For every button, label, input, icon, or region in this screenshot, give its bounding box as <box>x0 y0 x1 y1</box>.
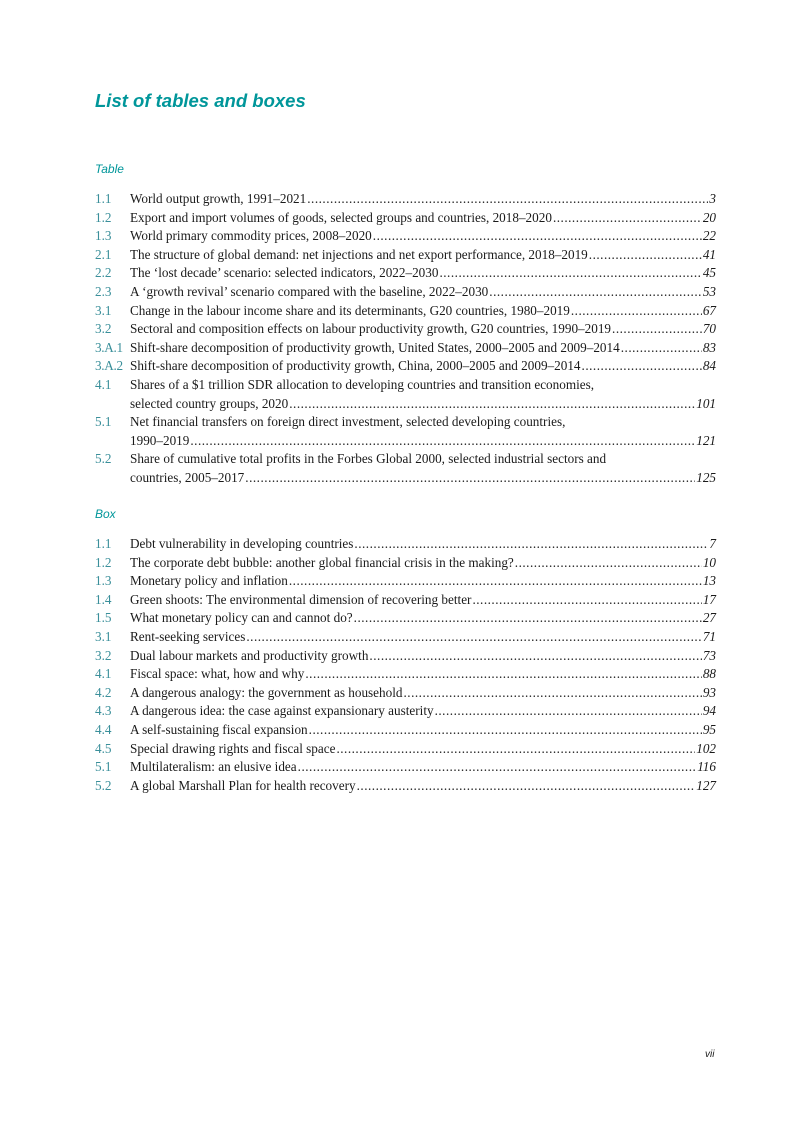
table-entry-number: 3.A.2 <box>95 358 123 374</box>
box-entry-title: A dangerous analogy: the government as household <box>130 684 403 700</box>
dot-leader <box>612 320 702 339</box>
table-entry-number: 5.1 <box>95 414 112 430</box>
box-entries <box>95 535 716 795</box>
table-entry-title: A ‘growth revival’ scenario compared with the baseline, 2022–2030 <box>130 283 489 299</box>
box-entry-number: 5.2 <box>95 777 112 793</box>
box-entry[interactable] <box>95 591 716 610</box>
box-entry-page: 13 <box>702 573 716 589</box>
table-entry-title: Net financial transfers on foreign direct investment, selected developing countries, <box>130 414 566 430</box>
box-entry-title: Monetary policy and inflation <box>130 573 288 589</box>
box-entry-number: 1.1 <box>95 536 112 551</box>
box-entry[interactable] <box>95 684 716 703</box>
box-entry-title: What monetary policy can and cannot do? <box>130 610 353 626</box>
table-entry[interactable] <box>95 376 716 413</box>
table-entry-page: 53 <box>702 283 716 299</box>
table-entry-number: 3.2 <box>95 321 112 337</box>
box-entry-number: 1.2 <box>95 554 112 570</box>
table-entry-title: selected country groups, 2020 <box>130 395 289 411</box>
table-entry-number: 1.3 <box>95 228 112 244</box>
table-entry-number: 1.2 <box>95 209 112 225</box>
table-entry-title: Shares of a $1 trillion SDR allocation to developing countries and transition economies, <box>130 376 595 392</box>
box-entry-number: 1.3 <box>95 573 112 589</box>
dot-leader <box>245 469 695 488</box>
box-entry[interactable] <box>95 535 716 554</box>
table-entry-number: 2.1 <box>95 246 112 262</box>
dot-leader <box>515 554 702 573</box>
box-entry-number: 4.2 <box>95 684 112 700</box>
page-title: List of tables and boxes <box>95 90 306 111</box>
dot-leader <box>354 609 702 628</box>
table-entry[interactable] <box>95 357 716 376</box>
box-entry-page: 127 <box>696 777 716 793</box>
table-entry[interactable] <box>95 302 716 321</box>
table-entry-number: 2.3 <box>95 283 112 299</box>
box-entry-title: Fiscal space: what, how and why <box>130 666 305 682</box>
box-entry-title: Multilateralism: an elusive idea <box>130 759 297 775</box>
box-entry[interactable] <box>95 628 716 647</box>
box-section-label: Box <box>95 507 116 521</box>
table-entry-page: 22 <box>702 228 716 244</box>
dot-leader <box>354 535 708 554</box>
table-entry[interactable] <box>95 209 716 228</box>
dot-leader <box>489 283 702 302</box>
table-entry-title: Sectoral and composition effects on labour productivity growth, G20 countries, 1990–2019 <box>130 321 612 337</box>
table-entry-number: 4.1 <box>95 376 112 392</box>
table-entry-page: 125 <box>696 469 716 485</box>
table-entry-title: Share of cumulative total profits in the Forbes Global 2000, selected industrial sectors and <box>130 451 607 467</box>
dot-leader <box>190 432 695 451</box>
table-entry-title: Change in the labour income share and its determinants, G20 countries, 1980–2019 <box>130 302 570 318</box>
table-entry[interactable] <box>95 283 716 302</box>
box-entry-number: 4.3 <box>95 703 112 719</box>
box-entry[interactable] <box>95 609 716 628</box>
dot-leader <box>435 702 702 721</box>
box-entry-number: 4.5 <box>95 740 112 756</box>
box-entry-title: A global Marshall Plan for health recovery <box>130 777 356 793</box>
dot-leader <box>439 264 701 283</box>
table-entry-number: 3.1 <box>95 302 112 318</box>
box-entry-page: 73 <box>702 647 716 663</box>
box-entry-page: 93 <box>702 684 716 700</box>
box-entry[interactable] <box>95 647 716 666</box>
box-entry[interactable] <box>95 721 716 740</box>
dot-leader <box>307 190 708 209</box>
box-entry-page: 7 <box>709 536 716 551</box>
table-entry-page: 67 <box>702 302 716 318</box>
box-entry-page: 71 <box>702 628 716 644</box>
box-entry-title: Debt vulnerability in developing countries <box>130 536 354 551</box>
box-entry-number: 3.1 <box>95 628 112 644</box>
table-entry[interactable] <box>95 264 716 283</box>
table-entry[interactable] <box>95 413 716 450</box>
dot-leader <box>373 227 702 246</box>
dot-leader <box>621 339 702 358</box>
table-entry[interactable] <box>95 450 716 487</box>
table-entry-title: World primary commodity prices, 2008–2020 <box>130 228 372 244</box>
box-entry-title: Green shoots: The environmental dimension of recovering better <box>130 591 472 607</box>
box-entry[interactable] <box>95 702 716 721</box>
dot-leader <box>582 357 702 376</box>
box-entry-number: 1.5 <box>95 610 112 626</box>
box-entry[interactable] <box>95 758 716 777</box>
box-entry[interactable] <box>95 740 716 759</box>
dot-leader <box>553 209 702 228</box>
dot-leader <box>289 572 702 591</box>
box-entry-page: 10 <box>702 554 716 570</box>
page-number: vii <box>705 1049 715 1060</box>
box-entry-page: 27 <box>702 610 716 626</box>
table-entry-page: 121 <box>696 432 716 448</box>
table-entry-title: 1990–2019 <box>130 432 190 448</box>
table-entries <box>95 190 716 488</box>
box-entry-page: 94 <box>702 703 716 719</box>
table-entry-page: 45 <box>702 265 716 281</box>
table-entry-title: The ‘lost decade’ scenario: selected indicators, 2022–2030 <box>130 265 439 281</box>
table-entry[interactable] <box>95 190 716 209</box>
table-list-section <box>95 162 716 488</box>
dot-leader <box>298 758 697 777</box>
table-entry-title: countries, 2005–2017 <box>130 469 245 485</box>
box-entry[interactable] <box>95 777 716 796</box>
dot-leader <box>571 302 702 321</box>
table-entry-title: Shift-share decomposition of productivity growth, United States, 2000–2005 and 2009–2014 <box>130 339 620 355</box>
dot-leader <box>289 395 695 414</box>
table-entry[interactable] <box>95 320 716 339</box>
dot-leader <box>589 246 702 265</box>
box-entry-page: 88 <box>702 666 716 682</box>
box-entry-title: Dual labour markets and productivity growth <box>130 647 369 663</box>
table-entry-page: 70 <box>702 321 716 337</box>
table-entry-page: 83 <box>702 339 716 355</box>
table-entry[interactable] <box>95 227 716 246</box>
table-entry-page: 20 <box>702 209 716 225</box>
table-entry-number: 3.A.1 <box>95 339 123 355</box>
table-entry-number: 1.1 <box>95 191 112 206</box>
table-entry-title: Export and import volumes of goods, selected groups and countries, 2018–2020 <box>130 209 552 225</box>
box-entry-page: 95 <box>702 721 716 737</box>
box-entry-page: 17 <box>702 591 716 607</box>
dot-leader <box>403 684 701 703</box>
table-entry-title: The structure of global demand: net injections and net export performance, 2018–2019 <box>130 246 588 262</box>
box-entry[interactable] <box>95 572 716 591</box>
box-entry-title: A dangerous idea: the case against expansionary austerity <box>130 703 434 719</box>
table-entry[interactable] <box>95 246 716 265</box>
table-entry-page: 41 <box>702 246 716 262</box>
table-section-label: Table <box>95 162 124 176</box>
dot-leader <box>246 628 701 647</box>
table-entry-number: 2.2 <box>95 265 112 281</box>
box-entry[interactable] <box>95 665 716 684</box>
box-entry-number: 4.1 <box>95 666 112 682</box>
table-entry-title: Shift-share decomposition of productivity growth, China, 2000–2005 and 2009–2014 <box>130 358 581 374</box>
dot-leader <box>309 721 702 740</box>
table-entry-title: World output growth, 1991–2021 <box>130 191 307 206</box>
box-entry-number: 5.1 <box>95 759 112 775</box>
table-entry-page: 101 <box>696 395 716 411</box>
dot-leader <box>369 647 701 666</box>
table-entry-number: 5.2 <box>95 451 112 467</box>
box-entry-title: A self-sustaining fiscal expansion <box>130 721 308 737</box>
box-entry-title: The corporate debt bubble: another global financial crisis in the making? <box>130 554 514 570</box>
table-entry-page: 3 <box>709 191 716 206</box>
box-entry-page: 102 <box>696 740 716 756</box>
box-entry-title: Rent-seeking services <box>130 628 246 644</box>
box-entry-title: Special drawing rights and fiscal space <box>130 740 336 756</box>
table-entry[interactable] <box>95 339 716 358</box>
table-entry-page: 84 <box>702 358 716 374</box>
box-entry-page: 116 <box>697 759 716 775</box>
box-entry-number: 3.2 <box>95 647 112 663</box>
box-entry[interactable] <box>95 554 716 573</box>
dot-leader <box>305 665 701 684</box>
dot-leader <box>336 740 695 759</box>
dot-leader <box>357 777 696 796</box>
box-entry-number: 1.4 <box>95 591 112 607</box>
dot-leader <box>472 591 701 610</box>
box-list-section <box>95 507 716 795</box>
box-entry-number: 4.4 <box>95 721 112 737</box>
